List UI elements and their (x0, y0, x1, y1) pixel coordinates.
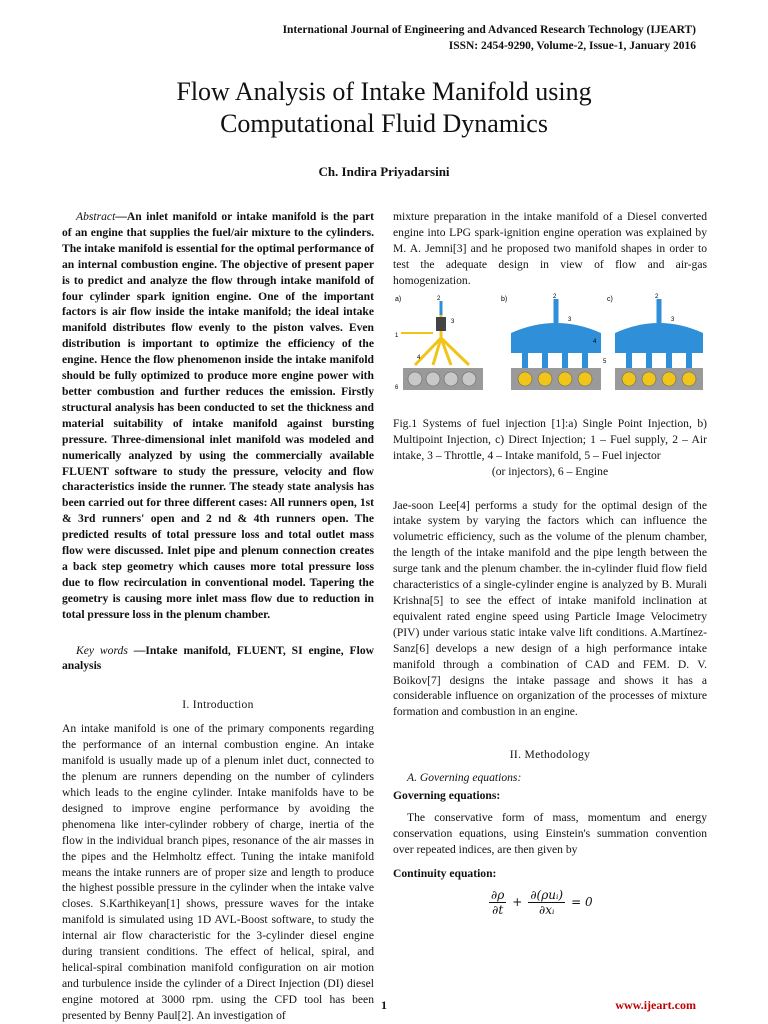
throttle-a (436, 317, 446, 331)
eq-term-2: $\frac{\text{∂(ρuᵢ)}}{\text{∂xᵢ}}$ (530, 887, 564, 917)
introduction-text: An intake manifold is one of the primary components regarding the performance of an internal combustion engine. An intake manifold is usually made up of a plenum inlet duct, connected to the plenum are runners depending on the number of cylinders which leads to the engine cylinder. Intake manifolds have to be designed to improve engine performance by avoiding the phenomena like inter-cylinder robbery of charge, inertia of the flow in the individual branch pipes, resonance of the air masses in the pipes and the Helmholtz effect. Tuning the intake manifold means the intake runners are of proper size and length to produce the highest possible pressure in the cylinder when the intake valve closes. S.Karthikeyan[1] shows, pressure waves for the intake manifold is simulated using 1D AVL-Boost software, to study the internal air flow characteristic for the 3-cylinder diesel engine during transient conditions. The effect of helical, spiral, and helical-spiral combination manifold configuration on air motion and turbulence inside the cylinder of a Direct Injection (DI) diesel engine motored at 3000 rpm. using the CFD tool has been presented by Benny Paul[2]. An investigation of (62, 722, 374, 1022)
right-top-paragraph: mixture preparation in the intake manifold of a Diesel converted engine into LPG spark-ignition engine operation was explained by M. A. Jemni[3] and he proposed two manifold shapes in order to test the adequate design in view of flow and air-gas homogenization. (393, 210, 707, 287)
abstract-label: Abstract (76, 210, 116, 223)
panel-a-label: a) (395, 295, 402, 303)
svg-text:3: 3 (671, 316, 675, 323)
svg-text:1: 1 (395, 332, 399, 339)
governing-text: The conservative form of mass, momentum and energy conservation equations, using Einstein's summation convention over repeated indices, are then given by (393, 811, 707, 856)
paper-title (0, 76, 768, 140)
section-heading-introduction: I. Introduction (182, 698, 254, 712)
page-number: 1 (381, 998, 387, 1012)
right-middle-paragraph: Jae-soon Lee[4] performs a study for the optimal design of the intake system by varying the factors which can influence the volumetric efficiency, such as the volume of the plenum chamber, the length of the intake manifold and the pipe length between the surge tank and the plenum chamber. the in-cylinder fluid flow field characteristics of a single-cylinder engine is analyzed by B. Murali Krishna[5] to see the effect of intake manifold inclination at equivalent rated engine speed using Particle Image Velocimetry (PIV) under various static intake valve lift conditions. A.Martínez-Sanz[6] develops a new design of a high performance intake manifold through a combination of CAD and FEM. D. V. Boikov[7] designs the intake passage and shows it has a considerable influence on organization of the processes of mixture formation and combustion in an engine. (393, 498, 707, 719)
left-column (62, 209, 374, 1024)
panel-c-label: c) (607, 295, 613, 303)
journal-header (283, 22, 696, 54)
intake-manifold-c (615, 323, 703, 353)
figure-caption: Fig.1 Systems of fuel injection [1]:a) Single Point Injection, b) Multipoint Injection, c) Direct Injection; 1 – Fuel supply, 2 – Air intake, 3 – Throttle, 4 – Intake manifold, 5 – Fuel injector (393, 416, 707, 462)
subsection-governing-equations: A. Governing equations: (407, 771, 522, 785)
svg-text:4: 4 (417, 354, 421, 361)
governing-heading: Governing equations: (393, 789, 501, 803)
svg-text:2: 2 (437, 295, 441, 302)
fuel-injection-figure (393, 293, 707, 403)
right-column (393, 209, 707, 917)
section-heading-methodology: II. Methodology (509, 748, 591, 762)
journal-name: International Journal of Engineering and Advanced Research Technology (IJEART) (282, 24, 696, 36)
svg-text:5: 5 (603, 358, 607, 365)
eq-rhs: = 0 (571, 895, 593, 910)
eq-plus: + (512, 895, 523, 910)
title-line-1: Flow Analysis of Intake Manifold using (176, 77, 592, 106)
svg-text:4: 4 (593, 338, 597, 345)
journal-issn: ISSN: 2454-9290, Volume-2, Issue-1, January 2016 (448, 40, 696, 52)
continuity-equation (489, 888, 707, 917)
abstract (62, 209, 374, 623)
svg-text:2: 2 (655, 293, 659, 300)
svg-text:2: 2 (553, 293, 557, 300)
svg-text:6: 6 (395, 384, 399, 391)
abstract-text: —An inlet manifold or intake manifold is the part of an engine that supplies the fuel/air mixture to the cylinders. The intake manifold is essential for the optimal performance of an internal combustion engine. The objective of present paper is to predict and analyze the flow through intake manifold of four cylinder spark ignition engine. One of the important factors is air flow inside the intake manifold; the ideal intake manifold distributes flow evenly to the piston valves. Even distribution is important to optimize the efficiency of the engine. Hence the flow phenomenon inside the intake manifold should be fully optimized to produce more engine power with better combustion and further reduces the emission. Firstly structural analysis has been conducted to set the thickness and material suitability of intake manifold against bursting pressure. Three-dimensional inlet manifold was modeled and numerically analyzed by using the commercially available FLUENT software to study the pressure, velocity and flow characteristics inside the runner. The steady state analysis has been carried out for three different cases: All runners open, 1st & 3rd runners' open and 2 nd & 4th runners open. The predicted results of total pressure loss and total outlet mass flow were discussed. Inlet pipe and plenum connection creates a back step geometry which causes more total pressure loss due to flow recirculation in conventional model. Tapering the geometry is causing more inlet mass flow due to reduction in total pressure loss in the plenum chamber. (62, 210, 374, 621)
keywords-label: Key words (76, 643, 128, 657)
keywords (62, 643, 374, 675)
panel-b-label: b) (501, 295, 508, 303)
eq-term-1: $\frac{\partial\rho}{\partial t}$ (491, 887, 505, 917)
svg-text:3: 3 (568, 316, 572, 323)
intake-manifold-b (511, 323, 601, 353)
svg-text:3: 3 (451, 318, 455, 325)
continuity-heading: Continuity equation: (393, 866, 497, 880)
figure-caption-end: (or injectors), 6 – Engine (491, 464, 609, 478)
author-name: Ch. Indira Priyadarsini (318, 164, 450, 179)
journal-url-link[interactable]: www.ijeart.com (615, 998, 696, 1012)
title-line-2: Computational Fluid Dynamics (220, 109, 548, 138)
keywords-text: —Intake manifold, FLUENT, SI engine, Flow analysis (62, 643, 374, 673)
